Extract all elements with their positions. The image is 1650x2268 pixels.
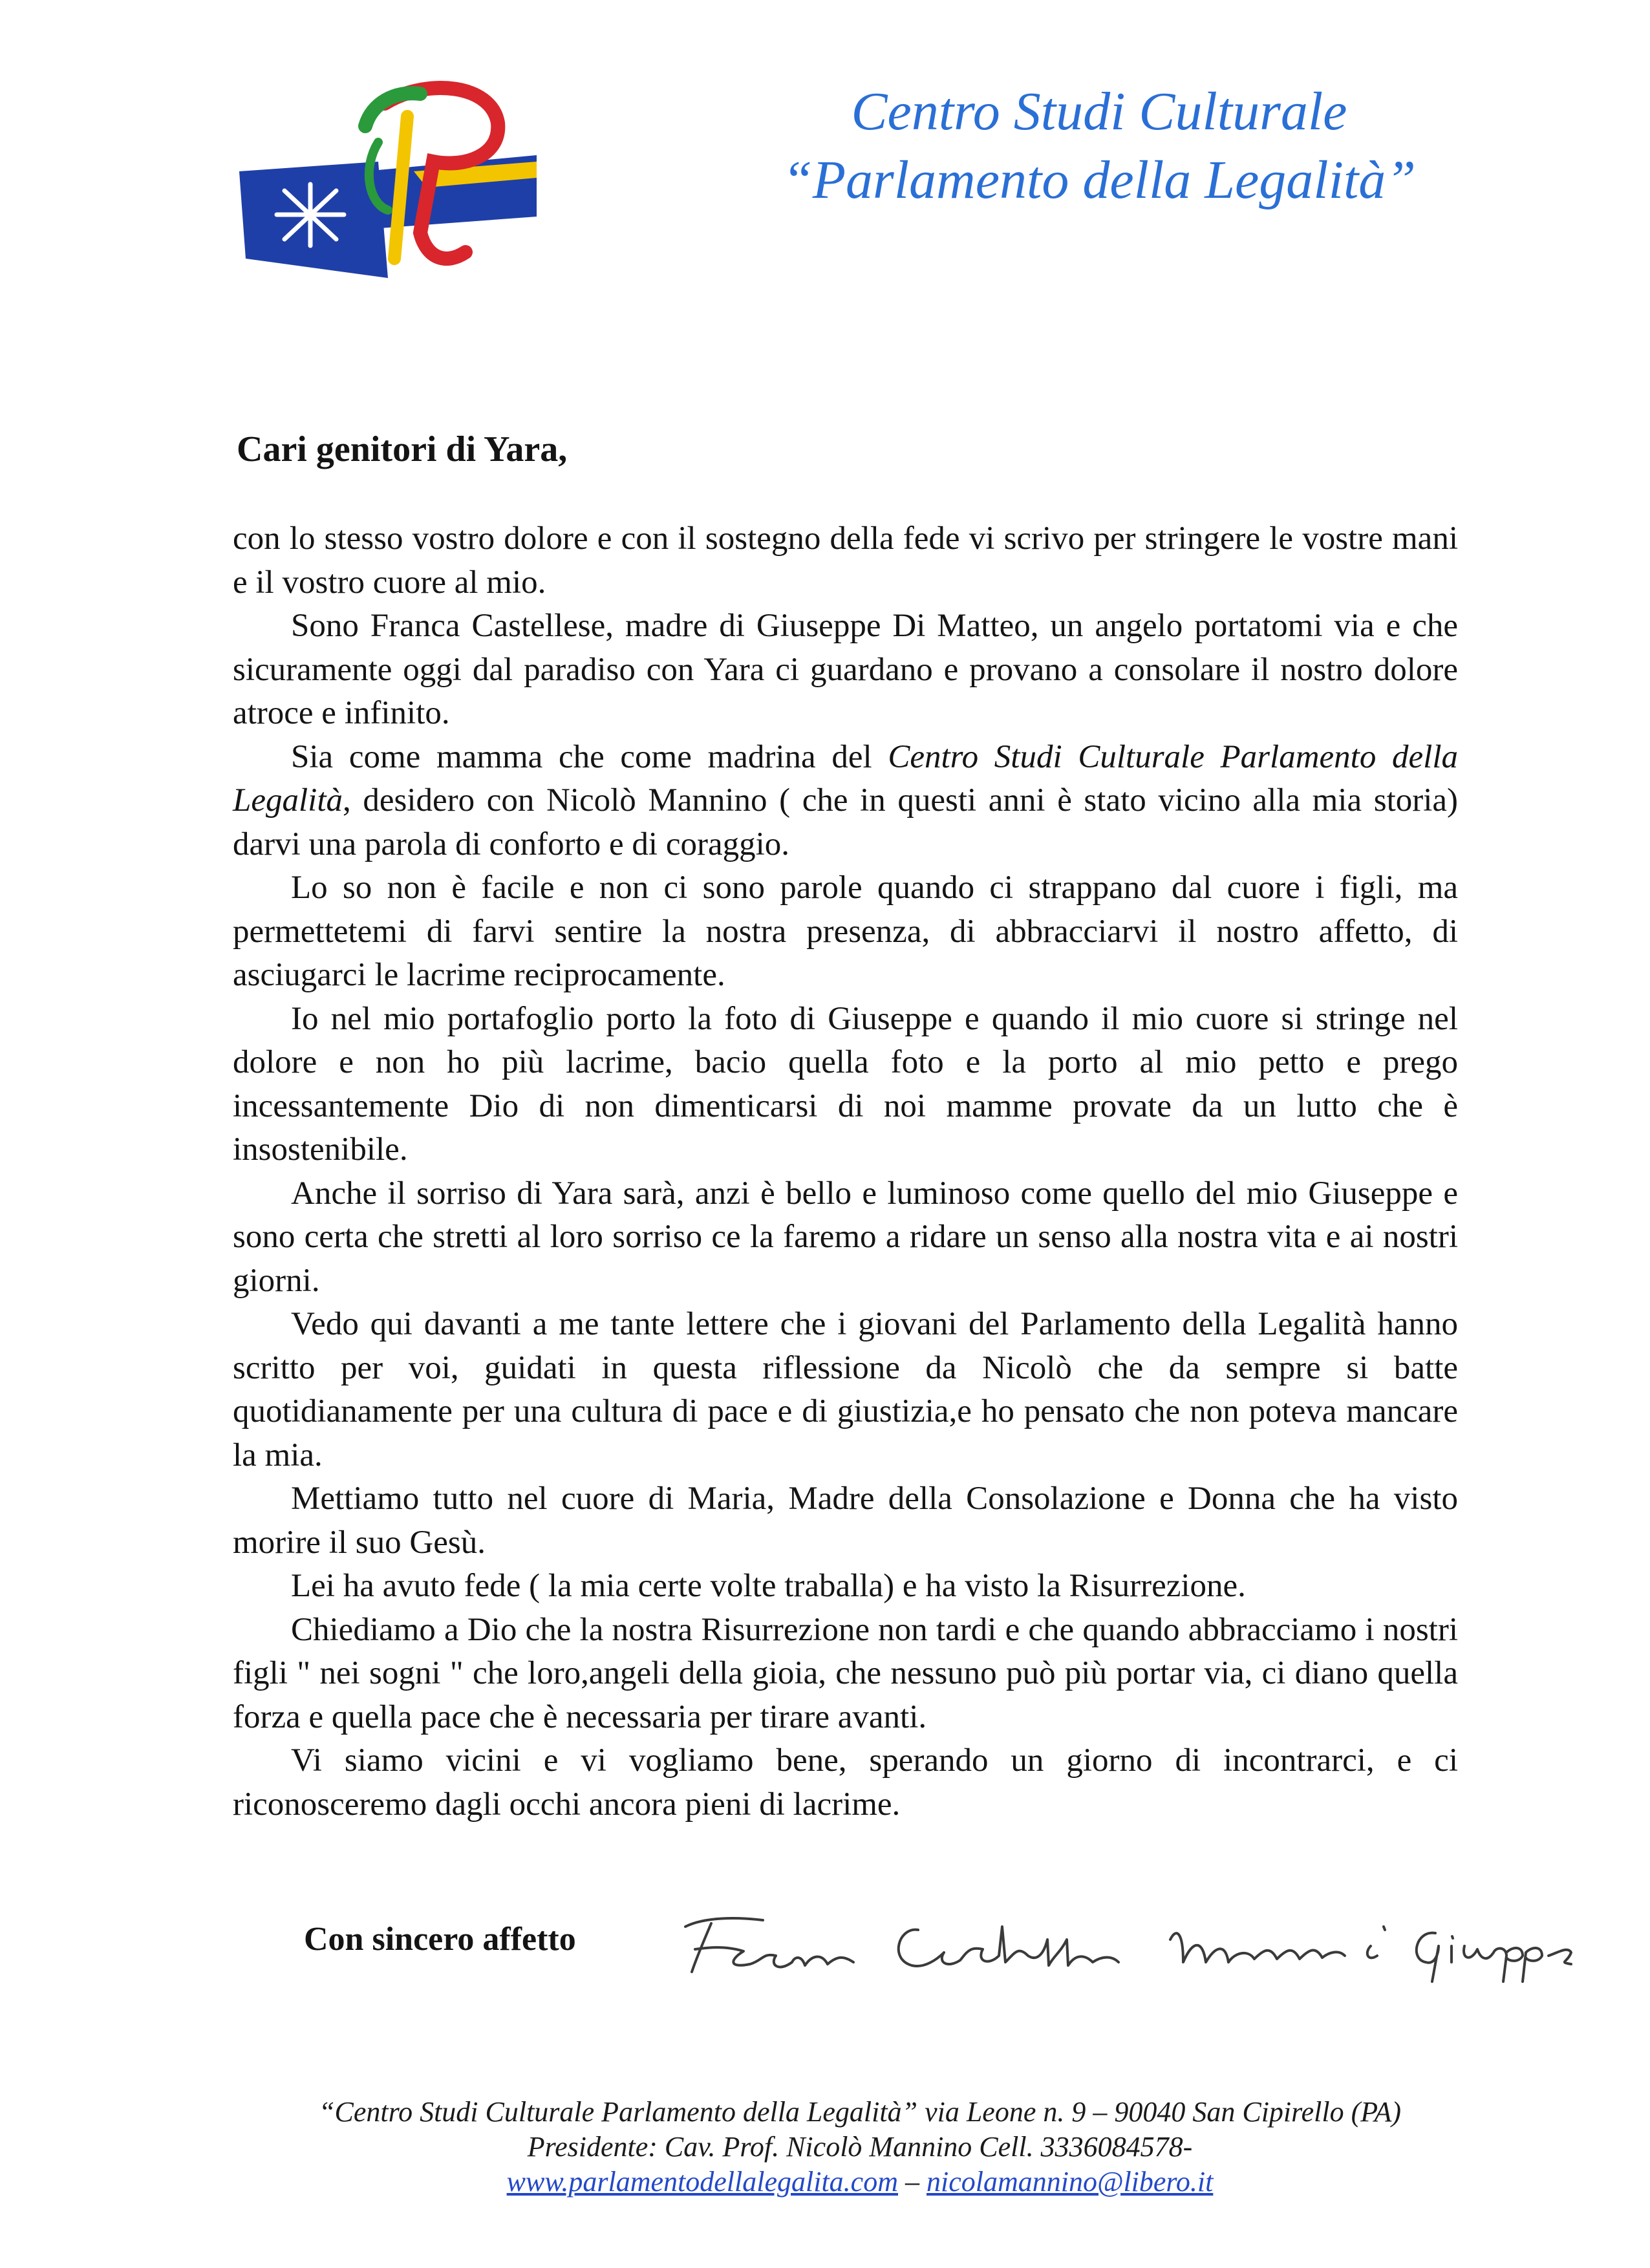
- logo-letter-yellow: [394, 116, 407, 259]
- footer-address: “Centro Studi Culturale Parlamento della Legalità” via Leone n. 9 – 90040 San Cipirello (PA): [319, 2096, 1401, 2128]
- letter-body: [233, 517, 1458, 1826]
- email-link[interactable]: nicolamannino@libero.it: [927, 2166, 1214, 2198]
- letter-paragraph: Vi siamo vicini e vi vogliamo bene, sperando un giorno di incontrarci, e ci riconosceremo dagli occhi ancora pieni di lacrime.: [233, 1742, 1458, 1823]
- letter-paragraph: Vedo qui davanti a me tante lettere che i giovani del Parlamento della Legalità hanno scritto per voi, guidati in questa riflessione da Nicolò che da sempre si batte quotidianamente per una cultura di pace e di giustizia,e ho pensato che non poteva mancare la mia.: [233, 1306, 1458, 1473]
- website-link[interactable]: www.parlamentodellalegalita.com: [506, 2166, 898, 2198]
- letter-paragraph: Chiediamo a Dio che la nostra Risurrezione non tardi e che quando abbracciamo i nostri figli " nei sogni " che loro,angeli della gioia, che nessuno può più portar via, ci diano quella forza e quella pace che è necessaria per tirare avanti.: [233, 1611, 1458, 1735]
- letter-paragraph: Io nel mio portafoglio porto la foto di Giuseppe e quando il mio cuore si stringe nel dolore e non ho più lacrime, bacio quella foto e la porto al mio petto e prego incessantemente Dio di non dimenticarsi di noi mamme provate da un lutto che è insostenibile.: [233, 1000, 1458, 1168]
- closing-text: Con sincero affetto: [304, 1921, 576, 1958]
- paragraph-comma: ,: [343, 782, 363, 818]
- organization-header: [744, 78, 1455, 215]
- footer-contacts: [259, 2165, 1461, 2199]
- organization-name-italic: Centro Studi Culturale Parlamento della Legalità: [233, 738, 1459, 818]
- handwritten-signature: [666, 1901, 1584, 1985]
- letter-paragraph: Lo so non è facile e non ci sono parole quando ci strappano dal cuore i figli, ma permettetemi di farvi sentire la nostra presenza, di abbracciarvi il nostro affetto, di asciugarci le lacrime reciprocamente.: [233, 870, 1458, 993]
- letter-salutation: Cari genitori di Yara,: [237, 429, 568, 469]
- letter-paragraph: Mettiamo tutto nel cuore di Maria, Madre della Consolazione e Donna che ha visto morire il suo Gesù.: [233, 1481, 1458, 1561]
- logo-star-icon: [277, 184, 344, 246]
- paragraph-prefix: Sia come mamma che come madrina del: [291, 738, 888, 775]
- parliament-legality-logo: [233, 65, 556, 291]
- letter-closing: [304, 1901, 1584, 1978]
- letter-paragraph: Lei ha avuto fede ( la mia certe volte traballa) e ha visto la Risurrezione.: [291, 1568, 1246, 1604]
- letter-paragraph: Anche il sorriso di Yara sarà, anzi è bello e luminoso come quello del mio Giuseppe e sono certa che stretti al loro sorriso ce la faremo a ridare un senso alla nostra vita e ai nostri giorni.: [233, 1175, 1458, 1299]
- letter-footer: [259, 2095, 1461, 2199]
- header-title-line1: Centro Studi Culturale: [851, 81, 1347, 142]
- letter-paragraph: con lo stesso vostro dolore e con il sostegno della fede vi scrivo per stringere le vostre mani e il vostro cuore al mio.: [233, 520, 1458, 601]
- letter-paragraph-organization-mention: [233, 736, 1458, 867]
- letter-paragraph: Sono Franca Castellese, madre di Giuseppe Di Matteo, un angelo portatomi via e che sicuramente oggi dal paradiso con Yara ci guardano e provano a consolare il nostro dolore atroce e infinito.: [233, 608, 1458, 731]
- header-title-line2: “Parlamento della Legalità”: [782, 150, 1417, 210]
- paragraph-rest: desidero con Nicolò Mannino ( che in questi anni è stato vicino alla mia storia) darvi una parola di conforto e di coraggio.: [233, 782, 1459, 862]
- footer-separator: –: [898, 2166, 927, 2198]
- footer-president: Presidente: Cav. Prof. Nicolò Mannino Cell. 3336084578-: [527, 2131, 1193, 2163]
